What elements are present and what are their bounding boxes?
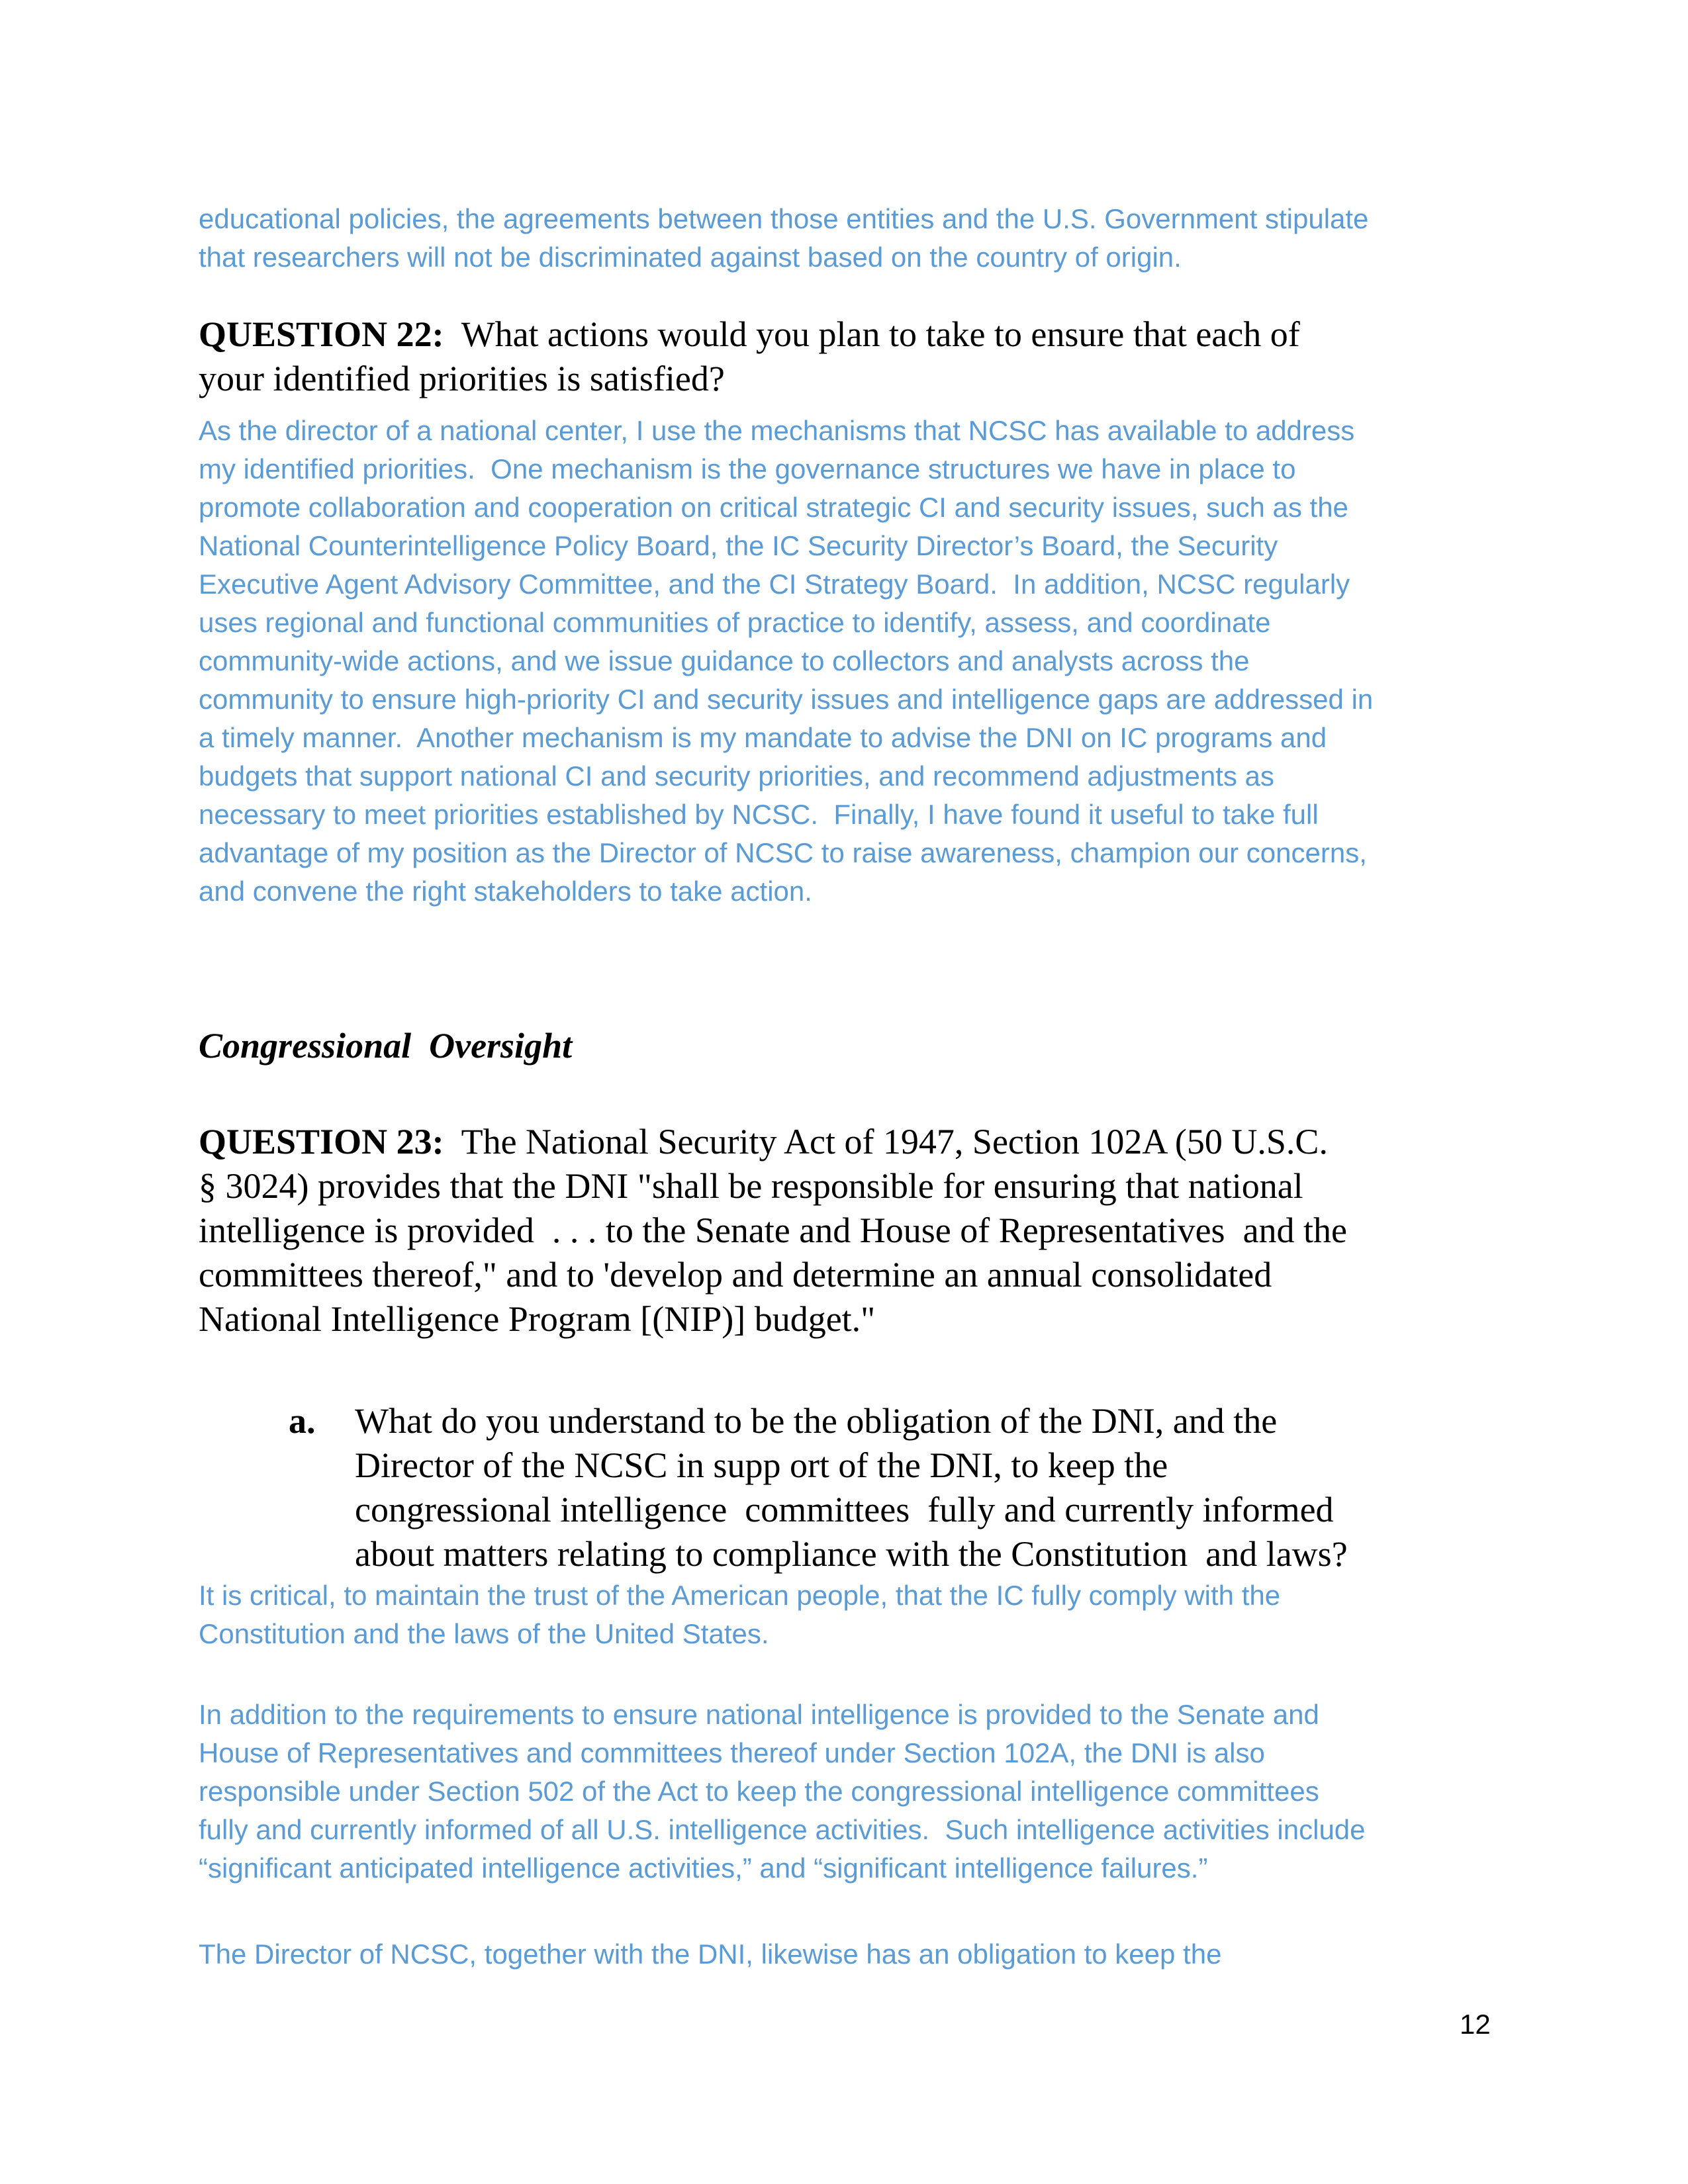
question-number-label: QUESTION 23:: [199, 1122, 444, 1161]
section-heading: [199, 1024, 1489, 1068]
list-marker: a.: [289, 1401, 316, 1441]
text-line: budgets that support national CI and security priorities, and recommend adjustments as: [199, 760, 1274, 792]
text-line: Director of the NCSC in supp ort of the DNI, to keep the: [355, 1445, 1168, 1485]
text-line: intelligence is provided . . . to the Senate and House of Representatives and the: [199, 1210, 1348, 1250]
answer-paragraph: [199, 1935, 1489, 1974]
text-line: congressional intelligence committees fully and currently informed: [355, 1490, 1334, 1529]
question-text: The National Security Act of 1947, Section 102A (50 U.S.C.: [444, 1122, 1328, 1161]
text-line: It is critical, to maintain the trust of the American people, that the IC fully comply with the: [199, 1580, 1281, 1611]
list-text: What do you understand to be the obligation of the DNI, and the: [355, 1401, 1278, 1441]
section-heading-text: Congressional Oversight: [199, 1026, 573, 1066]
text-line: [289, 1399, 1489, 1443]
text-line: and convene the right stakeholders to take action.: [199, 876, 812, 907]
text-line: necessary to meet priorities established by NCSC. Finally, I have found it useful to take full: [199, 799, 1319, 830]
text-line: my identified priorities. One mechanism is the governance structures we have in place to: [199, 453, 1296, 484]
text-line: educational policies, the agreements between those entities and the U.S. Government stipulate: [199, 203, 1369, 234]
answer-paragraph: [199, 1696, 1489, 1888]
text-line: promote collaboration and cooperation on critical strategic CI and security issues, such as the: [199, 492, 1348, 523]
text-line: a timely manner. Another mechanism is my mandate to advise the DNI on IC programs and: [199, 722, 1327, 753]
text-line: community-wide actions, and we issue guidance to collectors and analysts across the: [199, 645, 1250, 676]
answer-paragraph: [199, 1576, 1489, 1653]
text-line: In addition to the requirements to ensure national intelligence is provided to the Senate and: [199, 1699, 1319, 1730]
text-line: advantage of my position as the Director of NCSC to raise awareness, champion our concerns,: [199, 837, 1367, 868]
text-line: Constitution and the laws of the United States.: [199, 1618, 769, 1649]
text-line: your identified priorities is satisfied?: [199, 359, 725, 398]
list-item: [289, 1399, 1489, 1576]
text-line: The Director of NCSC, together with the DNI, likewise has an obligation to keep the: [199, 1938, 1222, 1970]
text-line: that researchers will not be discriminated against based on the country of origin.: [199, 242, 1182, 273]
text-line: House of Representatives and committees thereof under Section 102A, the DNI is also: [199, 1737, 1265, 1768]
text-line: about matters relating to compliance with the Constitution and laws?: [355, 1534, 1348, 1574]
text-line: “significant anticipated intelligence activities,” and “significant intelligence failures.”: [199, 1852, 1208, 1884]
answer-paragraph: [199, 412, 1489, 911]
text-line: fully and currently informed of all U.S. intelligence activities. Such intelligence activities include: [199, 1814, 1366, 1845]
text-line: National Intelligence Program [(NIP)] budget.": [199, 1299, 876, 1339]
text-line: responsible under Section 502 of the Act to keep the congressional intelligence committees: [199, 1776, 1319, 1807]
text-line: [199, 312, 1489, 357]
answer-paragraph: [199, 200, 1489, 277]
document-content: [199, 200, 1489, 1974]
question-block: [199, 1120, 1489, 1342]
text-line: uses regional and functional communities of practice to identify, assess, and coordinate: [199, 607, 1271, 638]
text-line: As the director of a national center, I use the mechanisms that NCSC has available to address: [199, 415, 1355, 446]
text-line: § 3024) provides that the DNI "shall be responsible for ensuring that national: [199, 1166, 1303, 1206]
question-block: [199, 312, 1489, 401]
text-line: Executive Agent Advisory Committee, and the CI Strategy Board. In addition, NCSC regularly: [199, 569, 1350, 600]
question-number-label: QUESTION 22:: [199, 314, 444, 354]
text-line: committees thereof," and to 'develop and determine an annual consolidated: [199, 1255, 1272, 1295]
text-line: community to ensure high-priority CI and security issues and intelligence gaps are addressed in: [199, 684, 1374, 715]
question-text: What actions would you plan to take to ensure that each of: [444, 314, 1300, 354]
page-number: 12: [1460, 2009, 1491, 2040]
text-line: [199, 1120, 1489, 1164]
text-line: National Counterintelligence Policy Board, the IC Security Director’s Board, the Security: [199, 530, 1278, 561]
